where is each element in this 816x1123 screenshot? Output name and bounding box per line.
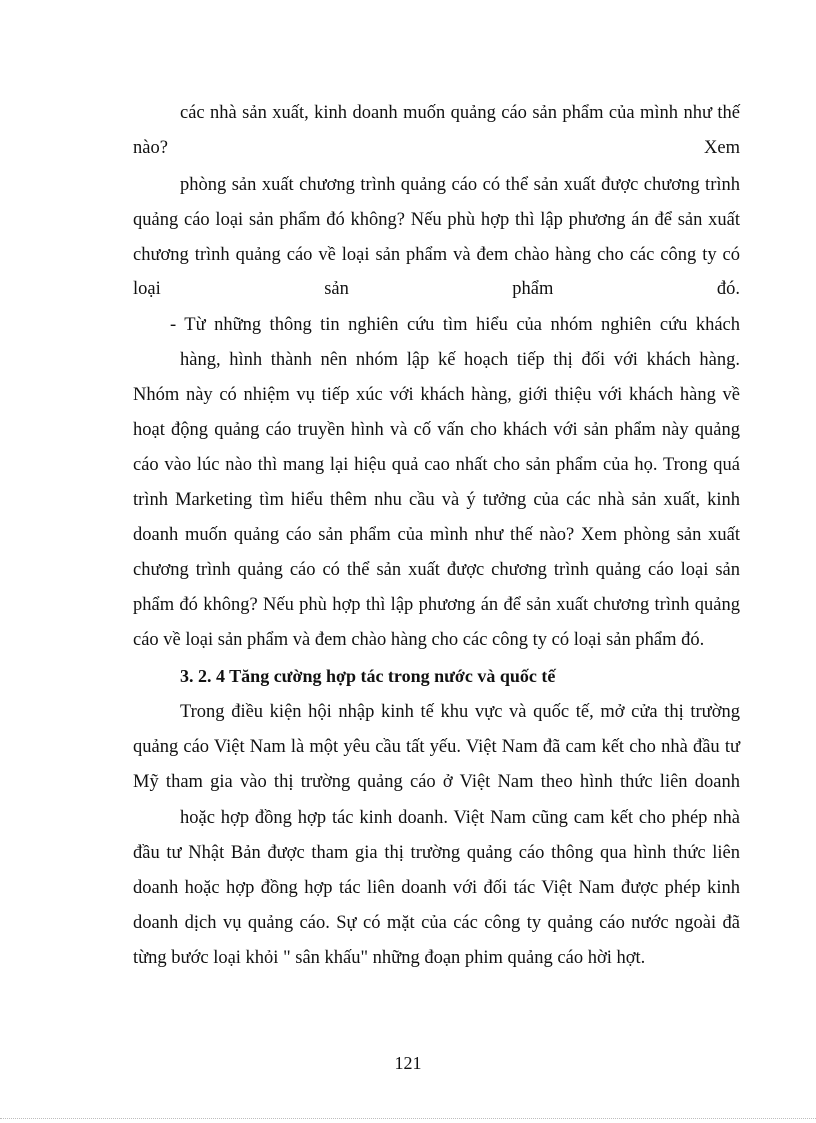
- text-word: phẩm: [512, 279, 554, 299]
- text-line: phẩm đó không? Nếu phù hợp thì lập phương án để sản xuất chương trình quảng: [133, 595, 740, 615]
- text-line: doanh muốn quảng cáo sản phẩm của mình như thế nào? Xem phòng sản xuất: [133, 525, 740, 545]
- text-line: chương trình quảng cáo về loại sản phẩm và đem chào hàng cho các công ty có: [133, 245, 740, 265]
- text-line: - Từ những thông tin nghiên cứu tìm hiểu của nhóm nghiên cứu khách: [170, 315, 740, 335]
- text-line: Nhóm này có nhiệm vụ tiếp xúc với khách hàng, giới thiệu với khách hàng về: [133, 385, 740, 405]
- text-line: quảng cáo loại sản phẩm đó không? Nếu phù hợp thì lập phương án để sản xuất: [133, 210, 740, 230]
- text-line: chương trình quảng cáo có thể sản xuất được chương trình quảng cáo loại sản: [133, 560, 740, 580]
- text-line: doanh hoặc hợp đồng hợp tác liên doanh với đối tác Việt Nam được phép kinh: [133, 878, 740, 898]
- text-line: hoạt động quảng cáo truyền hình và cố vấn cho khách với sản phẩm này quảng: [133, 420, 740, 440]
- text-line: cáo vào lúc nào thì mang lại hiệu quả cao nhất cho sản phẩm của họ. Trong quá: [133, 455, 740, 475]
- text-word: loại: [133, 279, 161, 299]
- text-word: Xem: [704, 138, 740, 158]
- text-line: các nhà sản xuất, kinh doanh muốn quảng cáo sản phẩm của mình như thế: [180, 103, 740, 123]
- text-line: trình Marketing tìm hiểu thêm nhu cầu và ý tưởng của các nhà sản xuất, kinh: [133, 490, 740, 510]
- text-word: sản: [324, 279, 349, 299]
- text-word: nào?: [133, 138, 168, 158]
- footer-divider: [0, 1118, 816, 1120]
- text-line: [133, 136, 740, 160]
- text-line: phòng sản xuất chương trình quảng cáo có thể sản xuất được chương trình: [180, 175, 740, 195]
- page-number: 121: [394, 1053, 422, 1073]
- text-line: từng bước loại khỏi " sân khấu" những đoạn phim quảng cáo hời hợt.: [133, 948, 646, 968]
- text-line: Mỹ tham gia vào thị trường quảng cáo ở Việt Nam theo hình thức liên doanh: [133, 772, 740, 792]
- section-heading: 3. 2. 4 Tăng cường hợp tác trong nước và quốc tế: [180, 666, 556, 686]
- text-line: hoặc hợp đồng hợp tác kinh doanh. Việt Nam cũng cam kết cho phép nhà: [180, 808, 740, 828]
- text-line: đầu tư Nhật Bản được tham gia thị trường quảng cáo thông qua hình thức liên: [133, 843, 740, 863]
- text-line: doanh dịch vụ quảng cáo. Sự có mặt của các công ty quảng cáo nước ngoài đã: [133, 913, 740, 933]
- text-word: đó.: [716, 279, 740, 299]
- text-line: cáo về loại sản phẩm và đem chào hàng cho các công ty có loại sản phẩm đó.: [133, 630, 705, 650]
- text-line: Trong điều kiện hội nhập kinh tế khu vực và quốc tế, mở cửa thị trường: [180, 702, 740, 722]
- text-line: hàng, hình thành nên nhóm lập kế hoạch tiếp thị đối với khách hàng.: [180, 350, 740, 370]
- text-line: quảng cáo Việt Nam là một yêu cầu tất yếu. Việt Nam đã cam kết cho nhà đầu tư: [133, 737, 740, 757]
- text-line: [133, 277, 740, 301]
